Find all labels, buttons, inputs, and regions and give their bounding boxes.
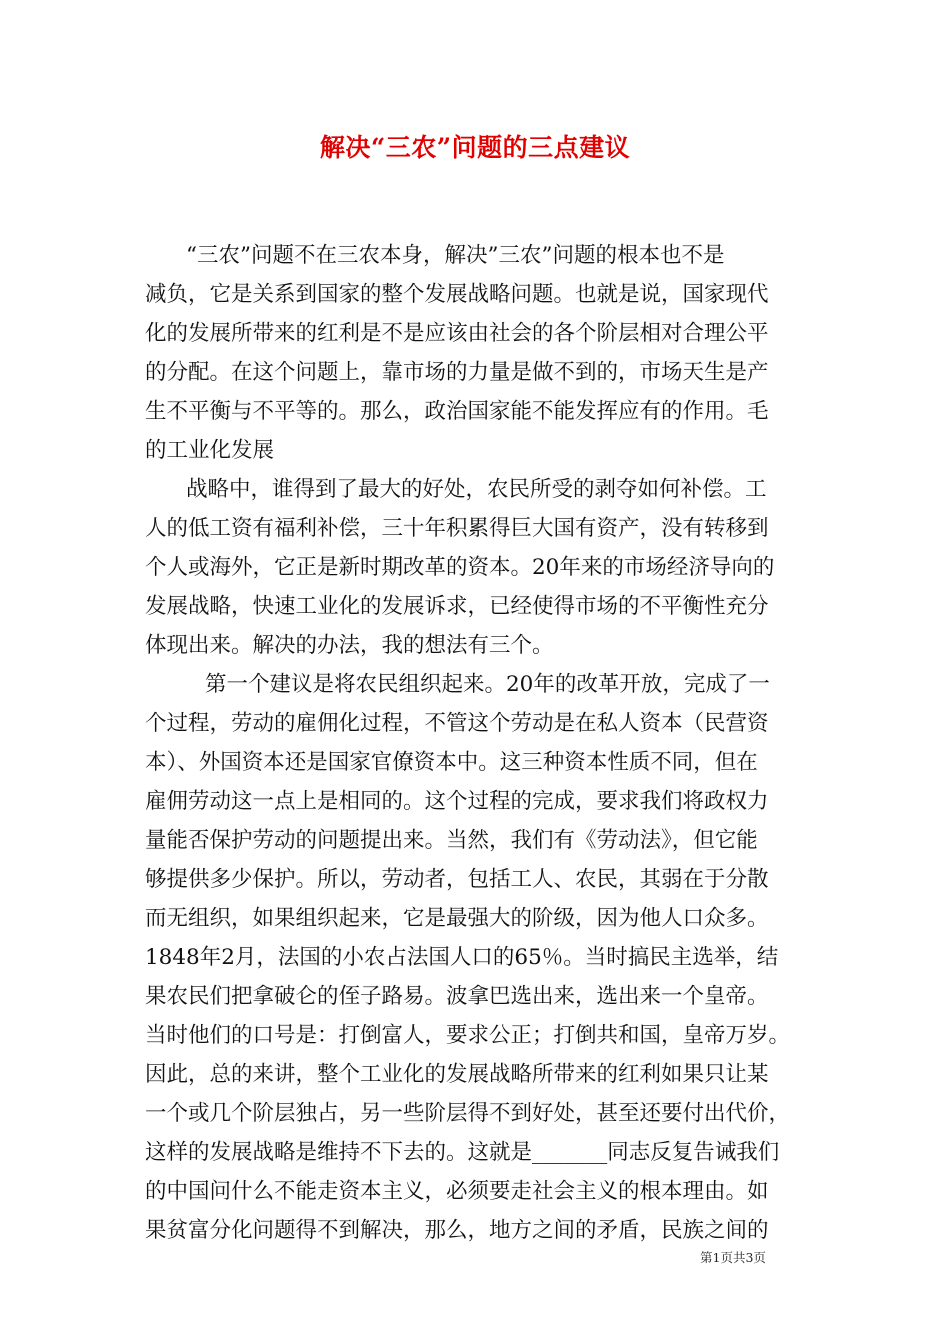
text-line: 的工业化发展	[145, 438, 275, 463]
text-line: 个人或海外，它正是新时期改革的资本。20年来的市场经济导向的	[145, 555, 775, 580]
text-line: 这样的发展战略是维持不下去的。这就是_______同志反复告诫我们	[145, 1140, 780, 1165]
text-line: 化的发展所带来的红利是不是应该由社会的各个阶层相对合理公平	[145, 321, 769, 346]
document-title: 解决“三农”问题的三点建议	[319, 133, 631, 162]
text-line: “三农”问题不在三农本身，解决”三农”问题的根本也不是	[186, 243, 725, 268]
text-line: 第一个建议是将农民组织起来。20年的改革开放，完成了一	[205, 672, 770, 697]
text-line: 雇佣劳动这一点上是相同的。这个过程的完成，要求我们将政权力	[145, 789, 769, 814]
document-body	[145, 236, 810, 1250]
text-line: 而无组织，如果组织起来，它是最强大的阶级，因为他人口众多。	[145, 906, 769, 931]
text-line: 人的低工资有福利补偿，三十年积累得巨大国有资产，没有转移到	[145, 516, 769, 541]
page-number: 第1页共3页	[700, 1250, 766, 1265]
paragraph-2	[145, 470, 810, 665]
paragraph-1	[145, 236, 810, 470]
text-line: 战略中，谁得到了最大的好处，农民所受的剥夺如何补偿。工	[186, 477, 767, 502]
text-line: 一个或几个阶层独占，另一些阶层得不到好处，甚至还要付出代价，	[145, 1101, 791, 1126]
text-line: 1848年2月，法国的小农占法国人口的65％。当时搞民主选举，结	[145, 945, 779, 970]
text-line: 发展战略，快速工业化的发展诉求，已经使得市场的不平衡性充分	[145, 594, 769, 619]
text-line: 果农民们把拿破仑的侄子路易。波拿巴选出来，选出来一个皇帝。	[145, 984, 769, 1009]
text-line: 减负，它是关系到国家的整个发展战略问题。也就是说，国家现代	[145, 282, 769, 307]
text-line: 生不平衡与不平等的。那么，政治国家能不能发挥应有的作用。毛	[145, 399, 769, 424]
text-line: 果贫富分化问题得不到解决，那么，地方之间的矛盾，民族之间的	[145, 1218, 769, 1243]
text-line: 的中国问什么不能走资本主义，必须要走社会主义的根本理由。如	[145, 1179, 769, 1204]
text-line: 的分配。在这个问题上，靠市场的力量是做不到的，市场天生是产	[145, 360, 769, 385]
paragraph-3	[145, 665, 810, 1250]
text-line: 当时他们的口号是：打倒富人，要求公正；打倒共和国，皇帝万岁。	[145, 1023, 791, 1048]
text-line: 个过程，劳动的雇佣化过程，不管这个劳动是在私人资本（民营资	[145, 711, 769, 736]
text-line: 量能否保护劳动的问题提出来。当然，我们有《劳动法》，但它能	[145, 828, 758, 853]
text-line: 体现出来。解决的办法，我的想法有三个。	[145, 633, 554, 658]
text-line: 因此，总的来讲，整个工业化的发展战略所带来的红利如果只让某	[145, 1062, 769, 1087]
text-line: 够提供多少保护。所以，劳动者，包括工人、农民，其弱在于分散	[145, 867, 769, 892]
text-line: 本）、外国资本还是国家官僚资本中。这三种资本性质不同，但在	[145, 750, 758, 775]
